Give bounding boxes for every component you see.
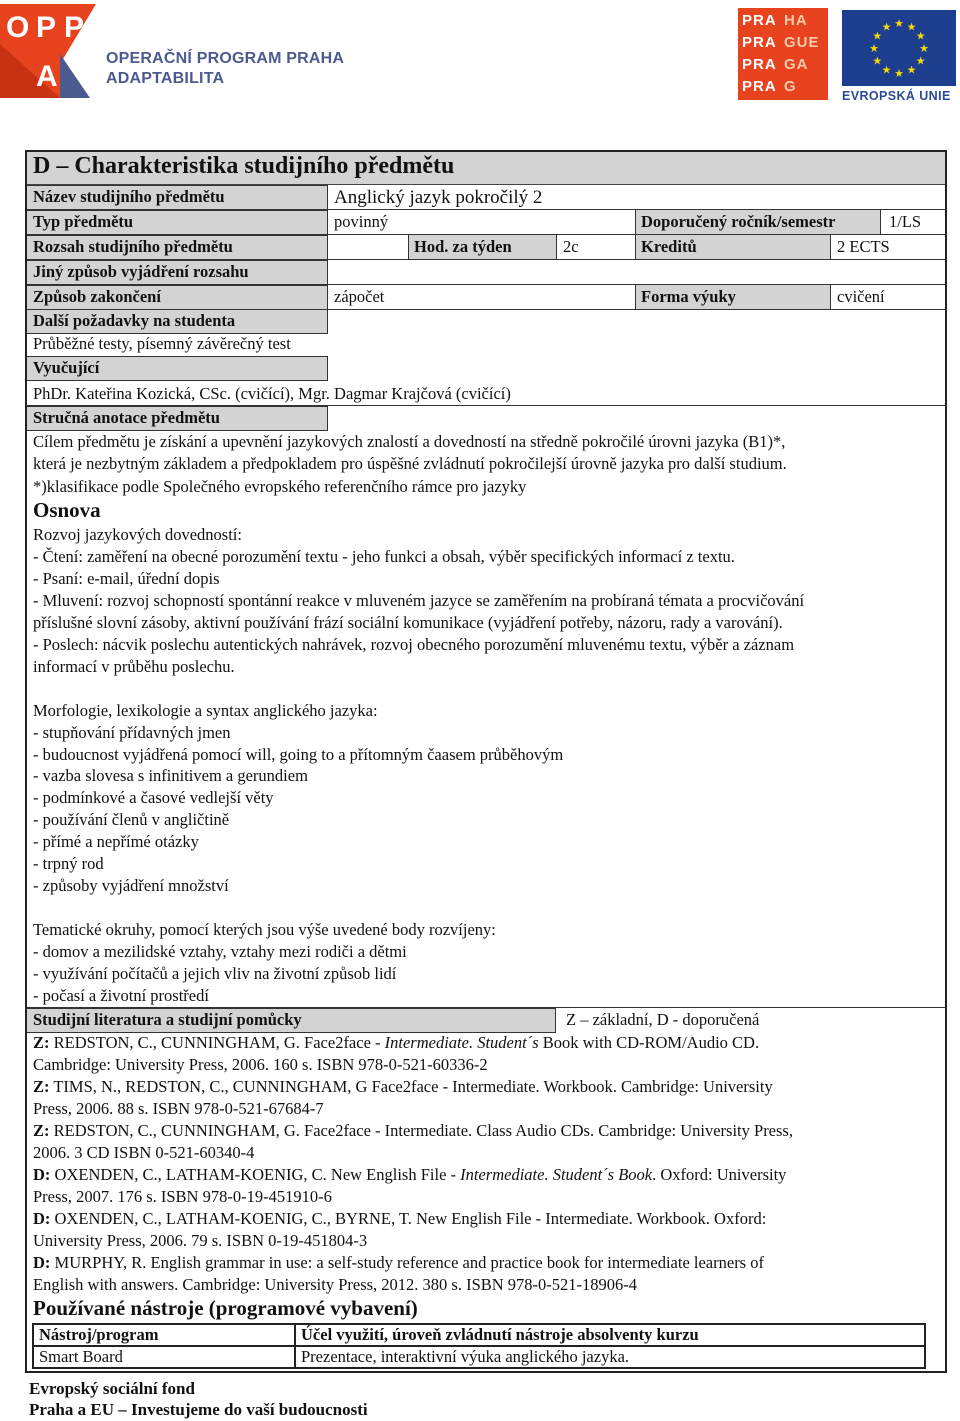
osnova-line: - využívání počítačů a jejich vliv na životní způsob lidí: [33, 964, 397, 983]
pozadavky-label: Další požadavky na studenta: [33, 311, 236, 330]
eu-star-icon: ★: [919, 43, 929, 55]
osnova-line: Tematické okruhy, pomocí kterých jsou výše uvedené body rozvíjeny:: [33, 920, 496, 940]
osnova-line: - vazba slovesa s infinitivem a gerundiem: [33, 766, 308, 786]
literatura-prefix: D:: [33, 1253, 51, 1272]
vyucujici-value: PhDr. Kateřina Kozická, CSc. (cvičící), Mgr. Dagmar Krajčová (cvičící): [33, 384, 511, 403]
osnova-line: - počasí a životní prostředí: [33, 985, 209, 1005]
literatura-title-italic: Intermediate. Student´s Book: [460, 1165, 653, 1184]
eu-star-icon: ★: [881, 64, 892, 77]
literatura-item: [33, 1077, 773, 1097]
table-cell: Smart Board: [33, 1346, 295, 1368]
eu-star-icon: ★: [906, 21, 917, 34]
svg-text:P: P: [36, 11, 57, 44]
literatura-item-cont: University Press, 2006. 79 s. ISBN 0-19-451804-3: [33, 1231, 368, 1250]
osnova-line: Morfologie, lexikologie a syntax anglického jazyka:: [33, 700, 378, 720]
literatura-item-cont: English with answers. Cambridge: University Press, 2012. 380 s. ISBN 978-0-521-18906-4: [33, 1275, 638, 1294]
nazev-value: Anglický jazyk pokročilý 2: [334, 187, 543, 208]
footer-line1: Evropský sociální fond: [29, 1379, 195, 1398]
rocnik-label: Doporučený ročník/semestr: [641, 212, 836, 231]
praha-logo-word: PRA: [742, 34, 777, 51]
rocnik-value: 1/LS: [889, 212, 922, 231]
osnova-line: - používání členů v angličtině: [33, 810, 230, 830]
forma-label: Forma výuky: [641, 287, 736, 306]
osnova-line: Rozvoj jazykových dovedností:: [33, 525, 242, 544]
eu-star-icon: ★: [881, 21, 892, 34]
nastroje-title: Používané nástroje (programové vybavení): [33, 1296, 418, 1320]
eu-star-icon: ★: [894, 68, 904, 80]
eu-star-icon: ★: [894, 18, 904, 30]
table-cell: Prezentace, interaktivní výuka anglického jazyka.: [295, 1346, 925, 1368]
literatura-title-italic: Intermediate. Student´s: [384, 1033, 539, 1052]
anotace-line: Cílem předmětu je získání a upevnění jazykových znalostí a dovedností na středně pokročilé úrovni jazyka (B1)*,: [33, 432, 786, 451]
osnova-line: - způsoby vyjádření množství: [33, 876, 229, 896]
osnova-title: Osnova: [33, 498, 101, 522]
eu-star-icon: ★: [872, 30, 883, 43]
opp-name-line1: OPERAČNÍ PROGRAM PRAHA: [106, 50, 345, 67]
praha-logo-word: PRA: [742, 78, 777, 95]
praha-logo-word: G: [784, 78, 797, 95]
kreditu-label: Kreditů: [641, 237, 697, 256]
typ-value: povinný: [334, 212, 389, 231]
eu-star-icon: ★: [872, 55, 883, 68]
eu-star-icon: ★: [906, 64, 917, 77]
nastroje-table: [32, 1323, 926, 1369]
zakonceni-value: zápočet: [334, 287, 385, 306]
osnova-line: - Čtení: zaměření na obecné porozumění textu - jeho funkci a obsah, výběr specifických informací z textu.: [33, 546, 735, 566]
anotace-line: *)klasifikace podle Společného evropského referenčního rámce pro jazyky: [33, 476, 527, 496]
literatura-prefix: D:: [33, 1165, 51, 1184]
osnova-line: - Mluvení: rozvoj schopností spontánní reakce v mluveném jazyce se zaměřením na probíraná témata a procvičování: [33, 590, 805, 610]
forma-value: cvičení: [837, 287, 885, 306]
literatura-prefix: D:: [33, 1209, 51, 1228]
osnova-line: - domov a mezilidské vztahy, vztahy mezi rodiči a dětmi: [33, 942, 407, 962]
literatura-text: REDSTON, C., CUNNINGHAM, G. Face2face -: [49, 1033, 385, 1052]
literatura-prefix: Z:: [33, 1121, 50, 1140]
nazev-label: Název studijního předmětu: [33, 187, 225, 206]
praha-logo-word: HA: [784, 12, 808, 29]
osnova-line: příslušné slovní zásoby, aktivní používání frází sociální komunikace (vyjádření potřeby, názoru, rady a varování).: [33, 612, 783, 632]
eu-star-icon: ★: [915, 55, 926, 68]
osnova-line: - Psaní: e-mail, úřední dopis: [33, 568, 220, 588]
svg-text:O: O: [6, 11, 30, 44]
literatura-text: OXENDEN, C., LATHAM-KOENIG, C. New English File -: [50, 1165, 461, 1184]
praha-logo-word: PRA: [742, 56, 777, 73]
footer-line2: Praha a EU – Investujeme do vaší budoucnosti: [29, 1400, 368, 1419]
opp-name-line2: ADAPTABILITA: [106, 70, 225, 87]
literatura-prefix: Z:: [33, 1077, 50, 1096]
literatura-item-cont: Press, 2007. 176 s. ISBN 978-0-19-451910-6: [33, 1187, 332, 1206]
literatura-item: [33, 1165, 786, 1185]
literatura-legend: Z – základní, D - doporučená: [566, 1010, 760, 1029]
literatura-text: Book with CD-ROM/Audio CD.: [538, 1033, 760, 1052]
table-header: Nástroj/program: [33, 1324, 295, 1346]
rozsah-label: Rozsah studijního předmětu: [33, 237, 233, 256]
literatura-item: [33, 1121, 793, 1141]
literatura-item-cont: 2006. 3 CD ISBN 0-521-60340-4: [33, 1143, 255, 1162]
praha-logo-word: GUE: [784, 34, 820, 51]
literatura-item-cont: Press, 2006. 88 s. ISBN 978-0-521-67684-7: [33, 1099, 324, 1118]
eu-label: EVROPSKÁ UNIE: [842, 89, 951, 103]
osnova-line: - budoucnost vyjádřená pomocí will, going to a přítomným čaasem průběhovým: [33, 744, 564, 764]
praha-logo: [738, 8, 828, 100]
literatura-item: [33, 1209, 766, 1229]
praha-logo-word: GA: [784, 56, 809, 73]
literatura-text: TIMS, N., REDSTON, C., CUNNINGHAM, G Face2face - Intermediate. Workbook. Cambridge: University: [49, 1077, 773, 1096]
literatura-text: . Oxford: University: [652, 1165, 787, 1184]
pozadavky-value: Průběžné testy, písemný závěrečný test: [33, 334, 291, 353]
eu-star-icon: ★: [869, 43, 879, 55]
kreditu-value: 2 ECTS: [837, 237, 890, 256]
hod-label: Hod. za týden: [414, 237, 512, 256]
opp-logo: [0, 4, 96, 98]
literatura-label: Studijní literatura a studijní pomůcky: [33, 1010, 302, 1029]
osnova-line: - stupňování přídavných jmen: [33, 722, 231, 742]
hod-value: 2c: [563, 237, 579, 256]
osnova-line: - podmínkové a časové vedlejší věty: [33, 788, 274, 808]
literatura-prefix: Z:: [33, 1033, 50, 1052]
jiny-label: Jiný způsob vyjádření rozsahu: [33, 262, 249, 281]
table-header: Účel využití, úroveň zvládnutí nástroje absolventy kurzu: [295, 1324, 925, 1346]
literatura-item: [33, 1253, 764, 1273]
osnova-line: - trpný rod: [33, 854, 104, 874]
col-divider: [880, 210, 881, 234]
osnova-line: - přímé a nepřímé otázky: [33, 832, 199, 852]
praha-logo-word: PRA: [742, 12, 777, 29]
osnova-line: informací v průběhu poslechu.: [33, 656, 235, 676]
eu-star-icon: ★: [915, 30, 926, 43]
svg-text:A: A: [36, 60, 58, 93]
anotace-line: která je nezbytným základem a předpokladem pro úspěšné zvládnutí pokročilejší úrovně jazyka pro další studium.: [33, 454, 787, 474]
table-row: [33, 1346, 925, 1368]
svg-text:P: P: [64, 11, 85, 44]
table-header-row: [33, 1324, 925, 1346]
literatura-text: OXENDEN, C., LATHAM-KOENIG, C., BYRNE, T. New English File - Intermediate. Workbook. Oxford:: [50, 1209, 767, 1228]
section-title: D – Charakteristika studijního předmětu: [33, 153, 455, 179]
literatura-text: REDSTON, C., CUNNINGHAM, G. Face2face - Intermediate. Class Audio CDs. Cambridge: University Press,: [49, 1121, 793, 1140]
anotace-label: Stručná anotace předmětu: [33, 408, 220, 427]
literatura-item-cont: Cambridge: University Press, 2006. 160 s. ISBN 978-0-521-60336-2: [33, 1055, 488, 1074]
zakonceni-label: Způsob zakončení: [33, 287, 161, 306]
literatura-item: [33, 1033, 759, 1053]
typ-label: Typ předmětu: [33, 212, 134, 231]
eu-flag: [842, 10, 956, 86]
vyucujici-label: Vyučující: [33, 358, 100, 377]
literatura-text: MURPHY, R. English grammar in use: a self-study reference and practice book for intermediate learners of: [50, 1253, 764, 1272]
osnova-line: - Poslech: nácvik poslechu autentických nahrávek, rozvoj obecného porozumění mluvenému textu, výběr a záznam: [33, 634, 795, 654]
